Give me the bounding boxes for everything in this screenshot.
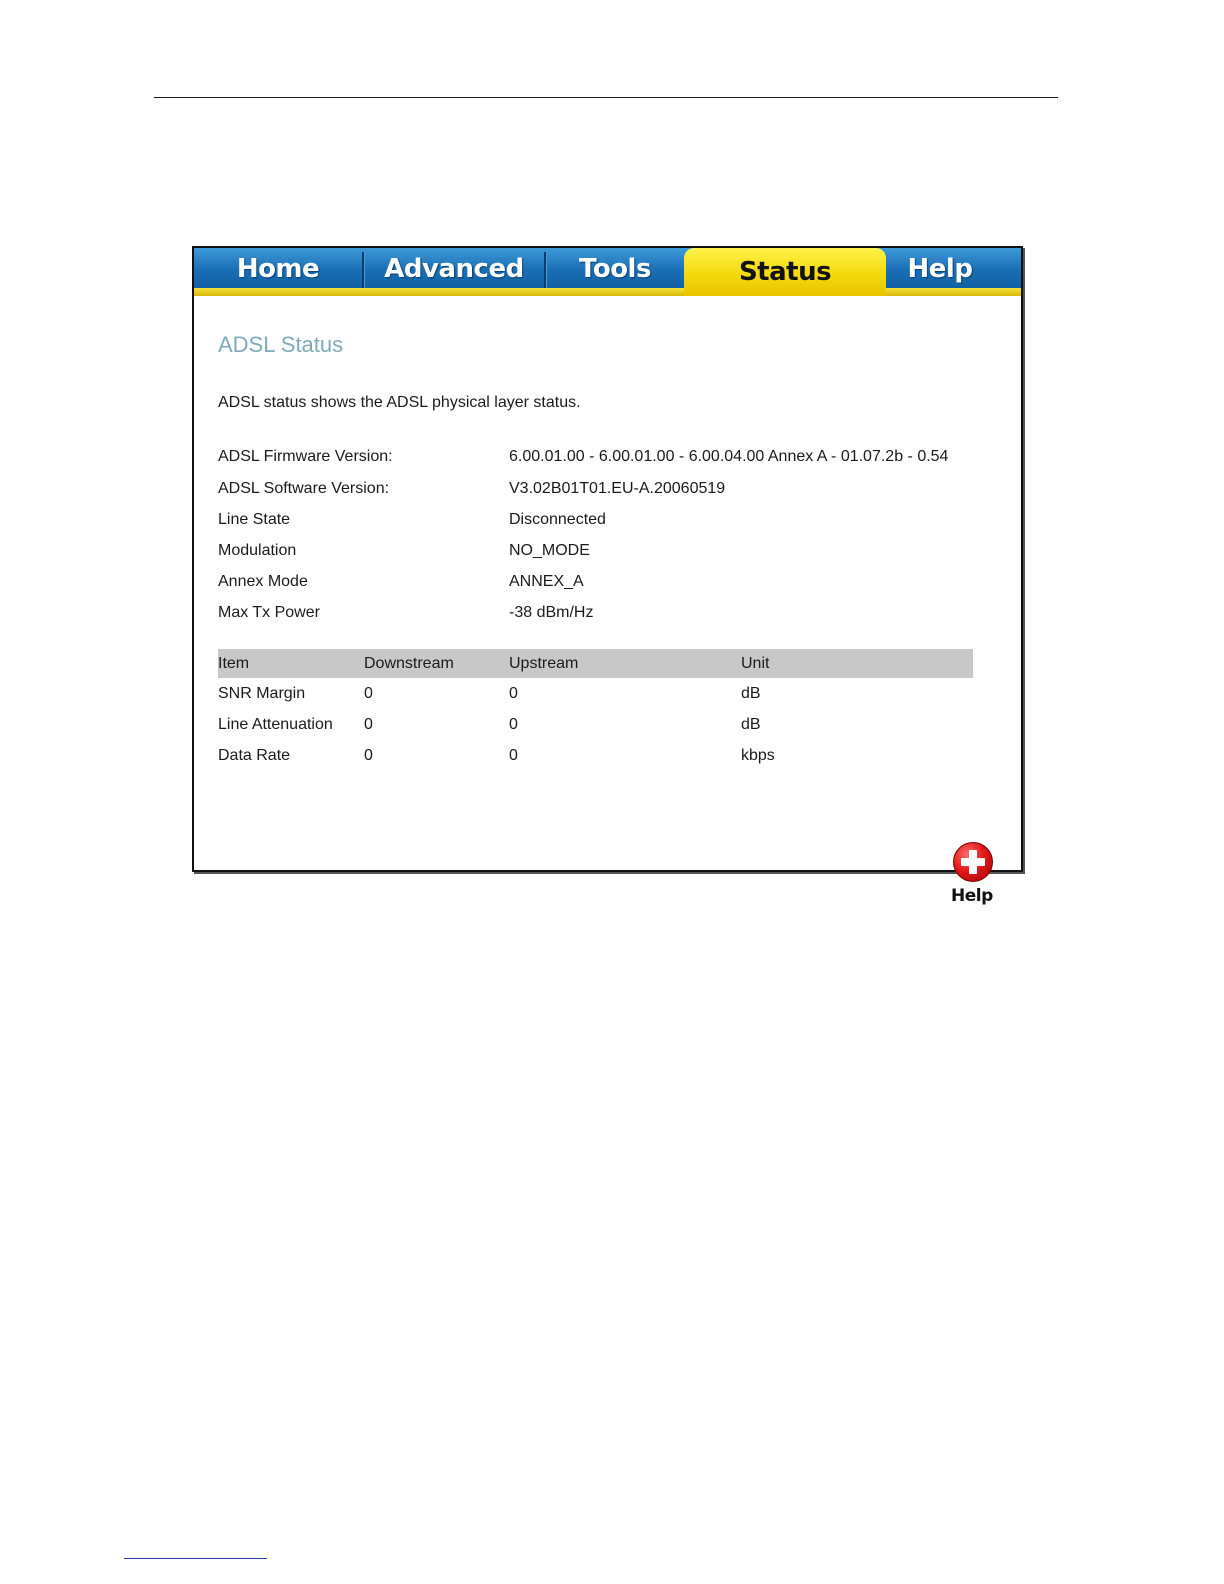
table-row <box>218 709 973 740</box>
table-cell: 0 <box>509 684 518 702</box>
info-label: Max Tx Power <box>218 604 320 621</box>
column-header: Unit <box>741 649 973 678</box>
info-value: NO_MODE <box>509 542 590 559</box>
table-header-row <box>218 649 973 678</box>
info-value: V3.02B01T01.EU-A.20060519 <box>509 480 726 497</box>
info-value: Disconnected <box>509 511 606 528</box>
column-header: Upstream <box>509 649 741 678</box>
table-row <box>218 678 973 709</box>
tab-status[interactable]: Status <box>684 248 886 296</box>
column-header: Downstream <box>364 649 509 678</box>
info-value: ANNEX_A <box>509 573 584 590</box>
info-label: ADSL Software Version: <box>218 480 390 497</box>
plus-circle-icon[interactable] <box>953 842 993 882</box>
table-cell: kbps <box>741 746 775 764</box>
table-cell: Data Rate <box>218 746 291 764</box>
help-button-label[interactable]: Help <box>951 886 993 906</box>
table-cell: 0 <box>509 715 518 733</box>
footer-link-underline <box>124 1558 267 1559</box>
info-label: Line State <box>218 511 291 528</box>
info-label: Annex Mode <box>218 573 308 590</box>
tab-home[interactable]: Home <box>236 254 320 284</box>
page-header-rule <box>154 97 1058 98</box>
tab-tools[interactable]: Tools <box>579 254 651 284</box>
help-button[interactable] <box>949 842 1001 912</box>
tab-help[interactable]: Help <box>907 254 973 284</box>
table-cell: 0 <box>364 715 373 733</box>
table-cell: 0 <box>364 684 373 702</box>
table-cell: SNR Margin <box>218 684 306 702</box>
info-label: Modulation <box>218 542 297 559</box>
info-value: 6.00.01.00 - 6.00.01.00 - 6.00.04.00 Annex A - 01.07.2b - 0.54 <box>509 448 949 465</box>
page-title: ADSL Status <box>218 332 344 357</box>
router-ui-window <box>192 246 1023 906</box>
table-cell: dB <box>741 715 761 733</box>
table-row <box>218 740 973 771</box>
page-description: ADSL status shows the ADSL physical layer status. <box>218 394 581 411</box>
column-header: Item <box>218 649 364 678</box>
table-cell: 0 <box>364 746 373 764</box>
adsl-stats-table <box>218 649 973 771</box>
tab-bar <box>194 248 1021 296</box>
info-label: ADSL Firmware Version: <box>218 448 393 465</box>
tab-advanced[interactable]: Advanced <box>384 254 524 284</box>
table-cell: dB <box>741 684 761 702</box>
table-cell: 0 <box>509 746 518 764</box>
info-value: -38 dBm/Hz <box>509 604 594 621</box>
table-cell: Line Attenuation <box>218 715 333 733</box>
